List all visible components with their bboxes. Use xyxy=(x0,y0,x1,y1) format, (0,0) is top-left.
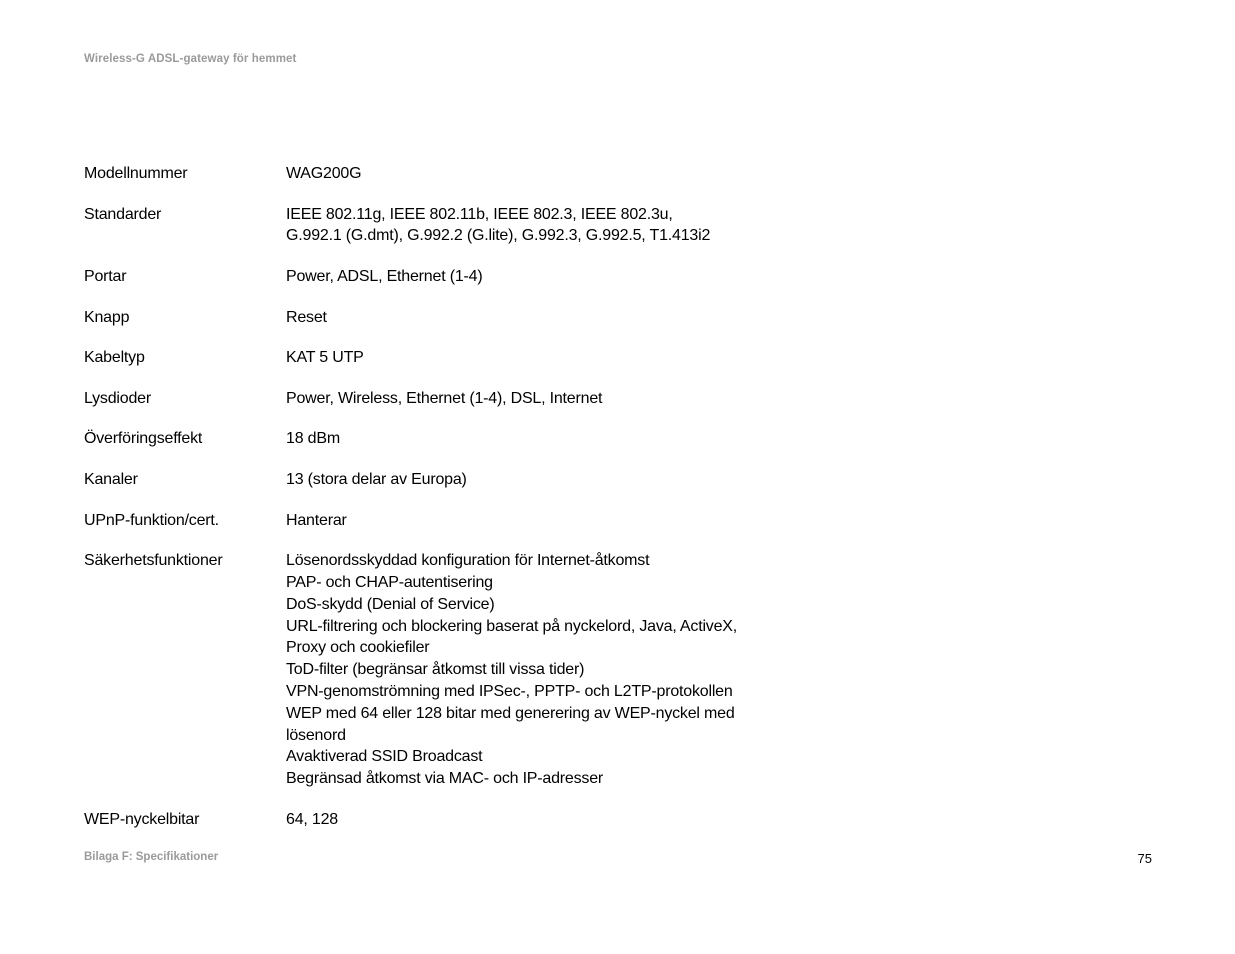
spec-value-line: VPN-genomströmning med IPSec-, PPTP- och L2TP-protokollen xyxy=(286,682,733,700)
spec-value-line: Power, ADSL, Ethernet (1-4) xyxy=(286,267,483,285)
specification-table xyxy=(84,163,844,849)
spec-label: Knapp xyxy=(84,308,130,326)
spec-label: Modellnummer xyxy=(84,165,188,182)
spec-row xyxy=(84,510,844,532)
spec-value xyxy=(286,307,844,329)
spec-value-line: WEP med 64 eller 128 bitar med generering av WEP-nyckel med xyxy=(286,704,735,722)
spec-row xyxy=(84,428,844,450)
spec-value-line: 13 (stora delar av Europa) xyxy=(286,470,467,488)
spec-row xyxy=(84,163,844,185)
spec-value xyxy=(286,510,844,532)
spec-value-line: KAT 5 UTP xyxy=(286,349,364,367)
spec-value-line: Hanterar xyxy=(286,511,347,529)
spec-label: UPnP-funktion/cert. xyxy=(84,511,219,529)
spec-row xyxy=(84,469,844,491)
spec-row xyxy=(84,347,844,369)
spec-label: Lysdioder xyxy=(84,389,151,407)
spec-value-line: lösenord xyxy=(286,726,346,744)
spec-label: Kabeltyp xyxy=(84,349,145,367)
spec-value-line: Avaktiverad SSID Broadcast xyxy=(286,748,483,766)
spec-value-line: Lösenordsskyddad konfiguration för Internet-åtkomst xyxy=(286,552,650,570)
spec-label: Standarder xyxy=(84,205,162,223)
spec-row xyxy=(84,307,844,329)
spec-value xyxy=(286,469,844,491)
page-header-title: Wireless-G ADSL-gateway för hemmet xyxy=(84,53,297,65)
spec-value xyxy=(286,266,844,288)
spec-row xyxy=(84,388,844,410)
spec-row xyxy=(84,550,844,790)
spec-value-line: Begränsad åtkomst via MAC- och IP-adresser xyxy=(286,770,604,788)
spec-label: Överföringseffekt xyxy=(84,430,203,448)
spec-value-line: DoS-skydd (Denial of Service) xyxy=(286,595,495,613)
footer-section-title: Bilaga F: Specifikationer xyxy=(84,851,219,863)
spec-value-line: Reset xyxy=(286,308,327,326)
spec-value-line: WAG200G xyxy=(286,165,362,182)
spec-value-line: G.992.1 (G.dmt), G.992.2 (G.lite), G.992.3, G.992.5, T1.413i2 xyxy=(286,227,711,245)
spec-row xyxy=(84,204,844,248)
spec-value-line: Power, Wireless, Ethernet (1-4), DSL, Internet xyxy=(286,389,603,407)
spec-row xyxy=(84,809,844,831)
spec-label: Portar xyxy=(84,267,127,285)
spec-value-line: Proxy och cookiefiler xyxy=(286,639,430,657)
spec-value xyxy=(286,809,844,831)
spec-value xyxy=(286,388,844,410)
spec-value xyxy=(286,204,844,248)
spec-label: Säkerhetsfunktioner xyxy=(84,552,223,570)
page-number: 75 xyxy=(1137,851,1152,866)
spec-value xyxy=(286,428,844,450)
spec-value-line: ToD-filter (begränsar åtkomst till vissa tider) xyxy=(286,661,585,679)
spec-value-line: 64, 128 xyxy=(286,810,338,828)
spec-row xyxy=(84,266,844,288)
spec-value xyxy=(286,163,844,185)
spec-value-line: PAP- och CHAP-autentisering xyxy=(286,573,493,591)
spec-label: WEP-nyckelbitar xyxy=(84,810,200,828)
spec-value xyxy=(286,347,844,369)
spec-value-line: IEEE 802.11g, IEEE 802.11b, IEEE 802.3, IEEE 802.3u, xyxy=(286,205,673,223)
spec-value-line: 18 dBm xyxy=(286,430,340,448)
spec-value xyxy=(286,550,844,790)
spec-label: Kanaler xyxy=(84,470,138,488)
spec-value-line: URL-filtrering och blockering baserat på nyckelord, Java, ActiveX, xyxy=(286,617,738,635)
